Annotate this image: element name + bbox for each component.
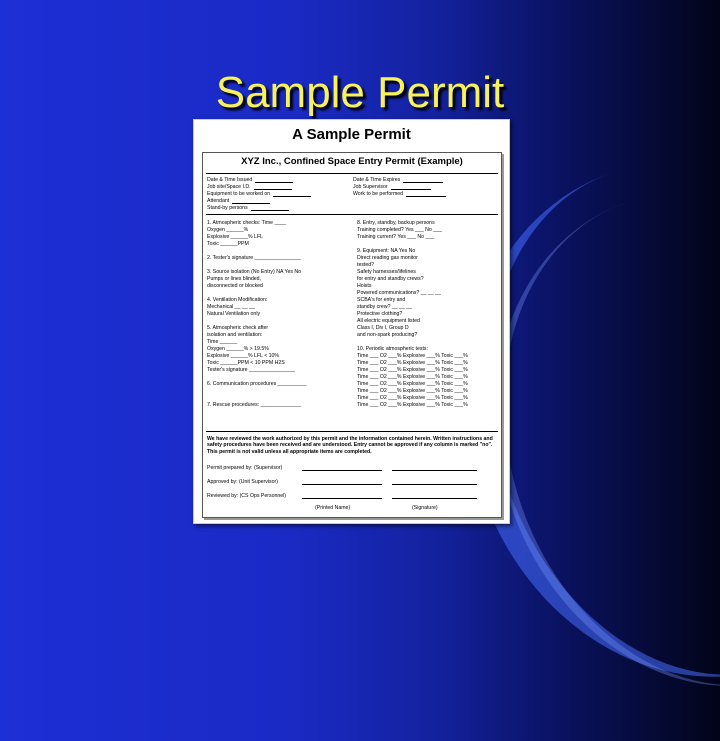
checklist-item: Oxygen ______% [207, 227, 249, 233]
checklist-item: 4. Ventilation Modification: [207, 297, 268, 303]
slide-title: Sample Permit [215, 68, 505, 117]
signature-row [207, 493, 497, 499]
checklist-item: 3. Source isolation (No Entry) NA Yes No [207, 269, 301, 275]
checklist-item [207, 388, 307, 395]
checklist-item: Time ___ O2 ___% Explosive ___% Toxic ___% [357, 381, 468, 387]
header-field-label: Date & Time Expires [353, 177, 446, 184]
checklist-item: Toxic ______PPM [207, 241, 249, 247]
blank-line [251, 205, 289, 211]
checklist-item: 6. Communication procedures __________ [207, 381, 307, 387]
checklist-item [207, 290, 307, 297]
checklist-item [207, 248, 307, 255]
checklist-item: Training current? Yes ___ No ___ [357, 234, 435, 240]
permit-statement: We have reviewed the work authorized by this permit and the information contained herein. Written instructions and safety procedures have been received and are understood. Entry cannot be approved if any column is marked "no". This permit is not valid unless all appropriate items are completed. [207, 436, 493, 455]
checklist-item: 8. Entry, standby, backup persons [357, 220, 435, 226]
checklist-item: SCBA's for entry and [357, 297, 406, 303]
checklist-item: standby crew? __ __ __ [357, 304, 413, 310]
checklist-item: Training completed? Yes ___ No ___ [357, 227, 442, 233]
checklist-item: disconnected or blocked [207, 283, 263, 289]
checklist-item: 1. Atmospheric checks: Time ____ [207, 220, 287, 226]
header-field-label: Stand-by persons [207, 205, 311, 212]
checklist-item: Direct reading gas monitor [357, 255, 418, 261]
checklist-item: Oxygen ______% > 19.5% [207, 346, 269, 352]
header-field-label: Job Supervisor [353, 184, 446, 191]
signature-caption: (Signature) [412, 505, 438, 511]
printed-name-caption: (Printed Name) [315, 505, 351, 511]
signature-role-label: Permit prepared by: (Supervisor) [207, 465, 283, 471]
checklist-item: and non-spark producing? [357, 332, 418, 338]
header-field-label: Equipment to be worked on [207, 191, 311, 198]
checklist-item: Time ___ O2 ___% Explosive ___% Toxic ___% [357, 360, 468, 366]
checklist-item: Class I, Div I, Group D [357, 325, 409, 331]
checklist-item: Time ___ O2 ___% Explosive ___% Toxic ___% [357, 395, 468, 401]
checklist-item: 7. Rescue procedures: ______________ [207, 402, 302, 408]
checklist-item: isolation and ventilation: [207, 332, 263, 338]
blank-line [255, 177, 293, 183]
signature-line [302, 498, 382, 499]
checklist-item: Safety harnesses/lifelines [357, 269, 416, 275]
form-title: XYZ Inc., Confined Space Entry Permit (Example) [241, 156, 463, 167]
document-heading: A Sample Permit [292, 126, 411, 143]
blank-line [232, 198, 270, 204]
checklist-item: Tester's signature ________________ [207, 367, 296, 373]
checklist-item: All electric equipment listed [357, 318, 420, 324]
checklist-item: Time ___ O2 ___% Explosive ___% Toxic ___% [357, 353, 468, 359]
header-field-label: Job site/Space I.D. [207, 184, 311, 191]
checklist-item: Protective clothing? [357, 311, 403, 317]
header-field-label: Attendant [207, 198, 311, 205]
signature-line [392, 484, 477, 485]
header-fields-left [207, 177, 311, 212]
statement-rule [206, 431, 498, 432]
signature-row [207, 465, 497, 471]
signature-line [392, 470, 477, 471]
blank-line [254, 184, 292, 190]
checklist-item: tested? [357, 262, 375, 268]
checklist-item: Toxic ______PPM < 10 PPM H2S [207, 360, 285, 366]
checklist-item: 5. Atmospheric check after [207, 325, 269, 331]
blank-line [391, 184, 431, 190]
form-title-rule [206, 173, 498, 174]
checklist-item: 9. Equipment: NA Yes No [357, 248, 416, 254]
checklist-item: 2. Tester's signature ________________ [207, 255, 301, 261]
signature-role-label: Reviewed by: (CS Ops Personnel) [207, 493, 286, 499]
checklist-item: Time ___ O2 ___% Explosive ___% Toxic ___% [357, 367, 468, 373]
signature-line [302, 470, 382, 471]
checklist-item: Natural Ventilation only [207, 311, 261, 317]
checklist-item: Hoists [357, 283, 372, 289]
checklist-item: Explosive ______% LFL < 10% [207, 353, 280, 359]
checklist-item: Time ______ [207, 339, 238, 345]
header-field-label: Work to be performed [353, 191, 446, 198]
permit-form [202, 152, 502, 518]
blank-line [273, 191, 311, 197]
checklist-item: for entry and standby crews? [357, 276, 424, 282]
checklist-item: Explosive ______% LFL [207, 234, 263, 240]
checklist-item: Time ___ O2 ___% Explosive ___% Toxic ___% [357, 402, 468, 408]
checklist-item [357, 339, 468, 346]
checklist-item: Time ___ O2 ___% Explosive ___% Toxic ___% [357, 388, 468, 394]
checklist-item [357, 241, 468, 248]
checklist-item [207, 395, 307, 402]
checklist-item [207, 318, 307, 325]
signature-role-label: Approved by: (Unit Supervisor) [207, 479, 278, 485]
header-rule [206, 214, 498, 215]
permit-document-image [193, 119, 510, 524]
checklist-item: Powered communications? __ __ __ [357, 290, 441, 296]
header-field-label: Date & Time Issued [207, 177, 311, 184]
checklist-item: 10. Periodic atmospheric tests: [357, 346, 428, 352]
signature-line [392, 498, 477, 499]
checklist-right-column [357, 220, 468, 409]
signature-line [302, 484, 382, 485]
checklist-item: Mechanical __ __ __ [207, 304, 255, 310]
checklist-left-column [207, 220, 307, 409]
checklist-item: Time ___ O2 ___% Explosive ___% Toxic ___% [357, 374, 468, 380]
blank-line [403, 177, 443, 183]
checklist-item [207, 374, 307, 381]
header-fields-right [353, 177, 446, 198]
checklist-item [207, 262, 307, 269]
signature-row [207, 479, 497, 485]
blank-line [406, 191, 446, 197]
checklist-item: Pumps or lines blinded, [207, 276, 261, 282]
